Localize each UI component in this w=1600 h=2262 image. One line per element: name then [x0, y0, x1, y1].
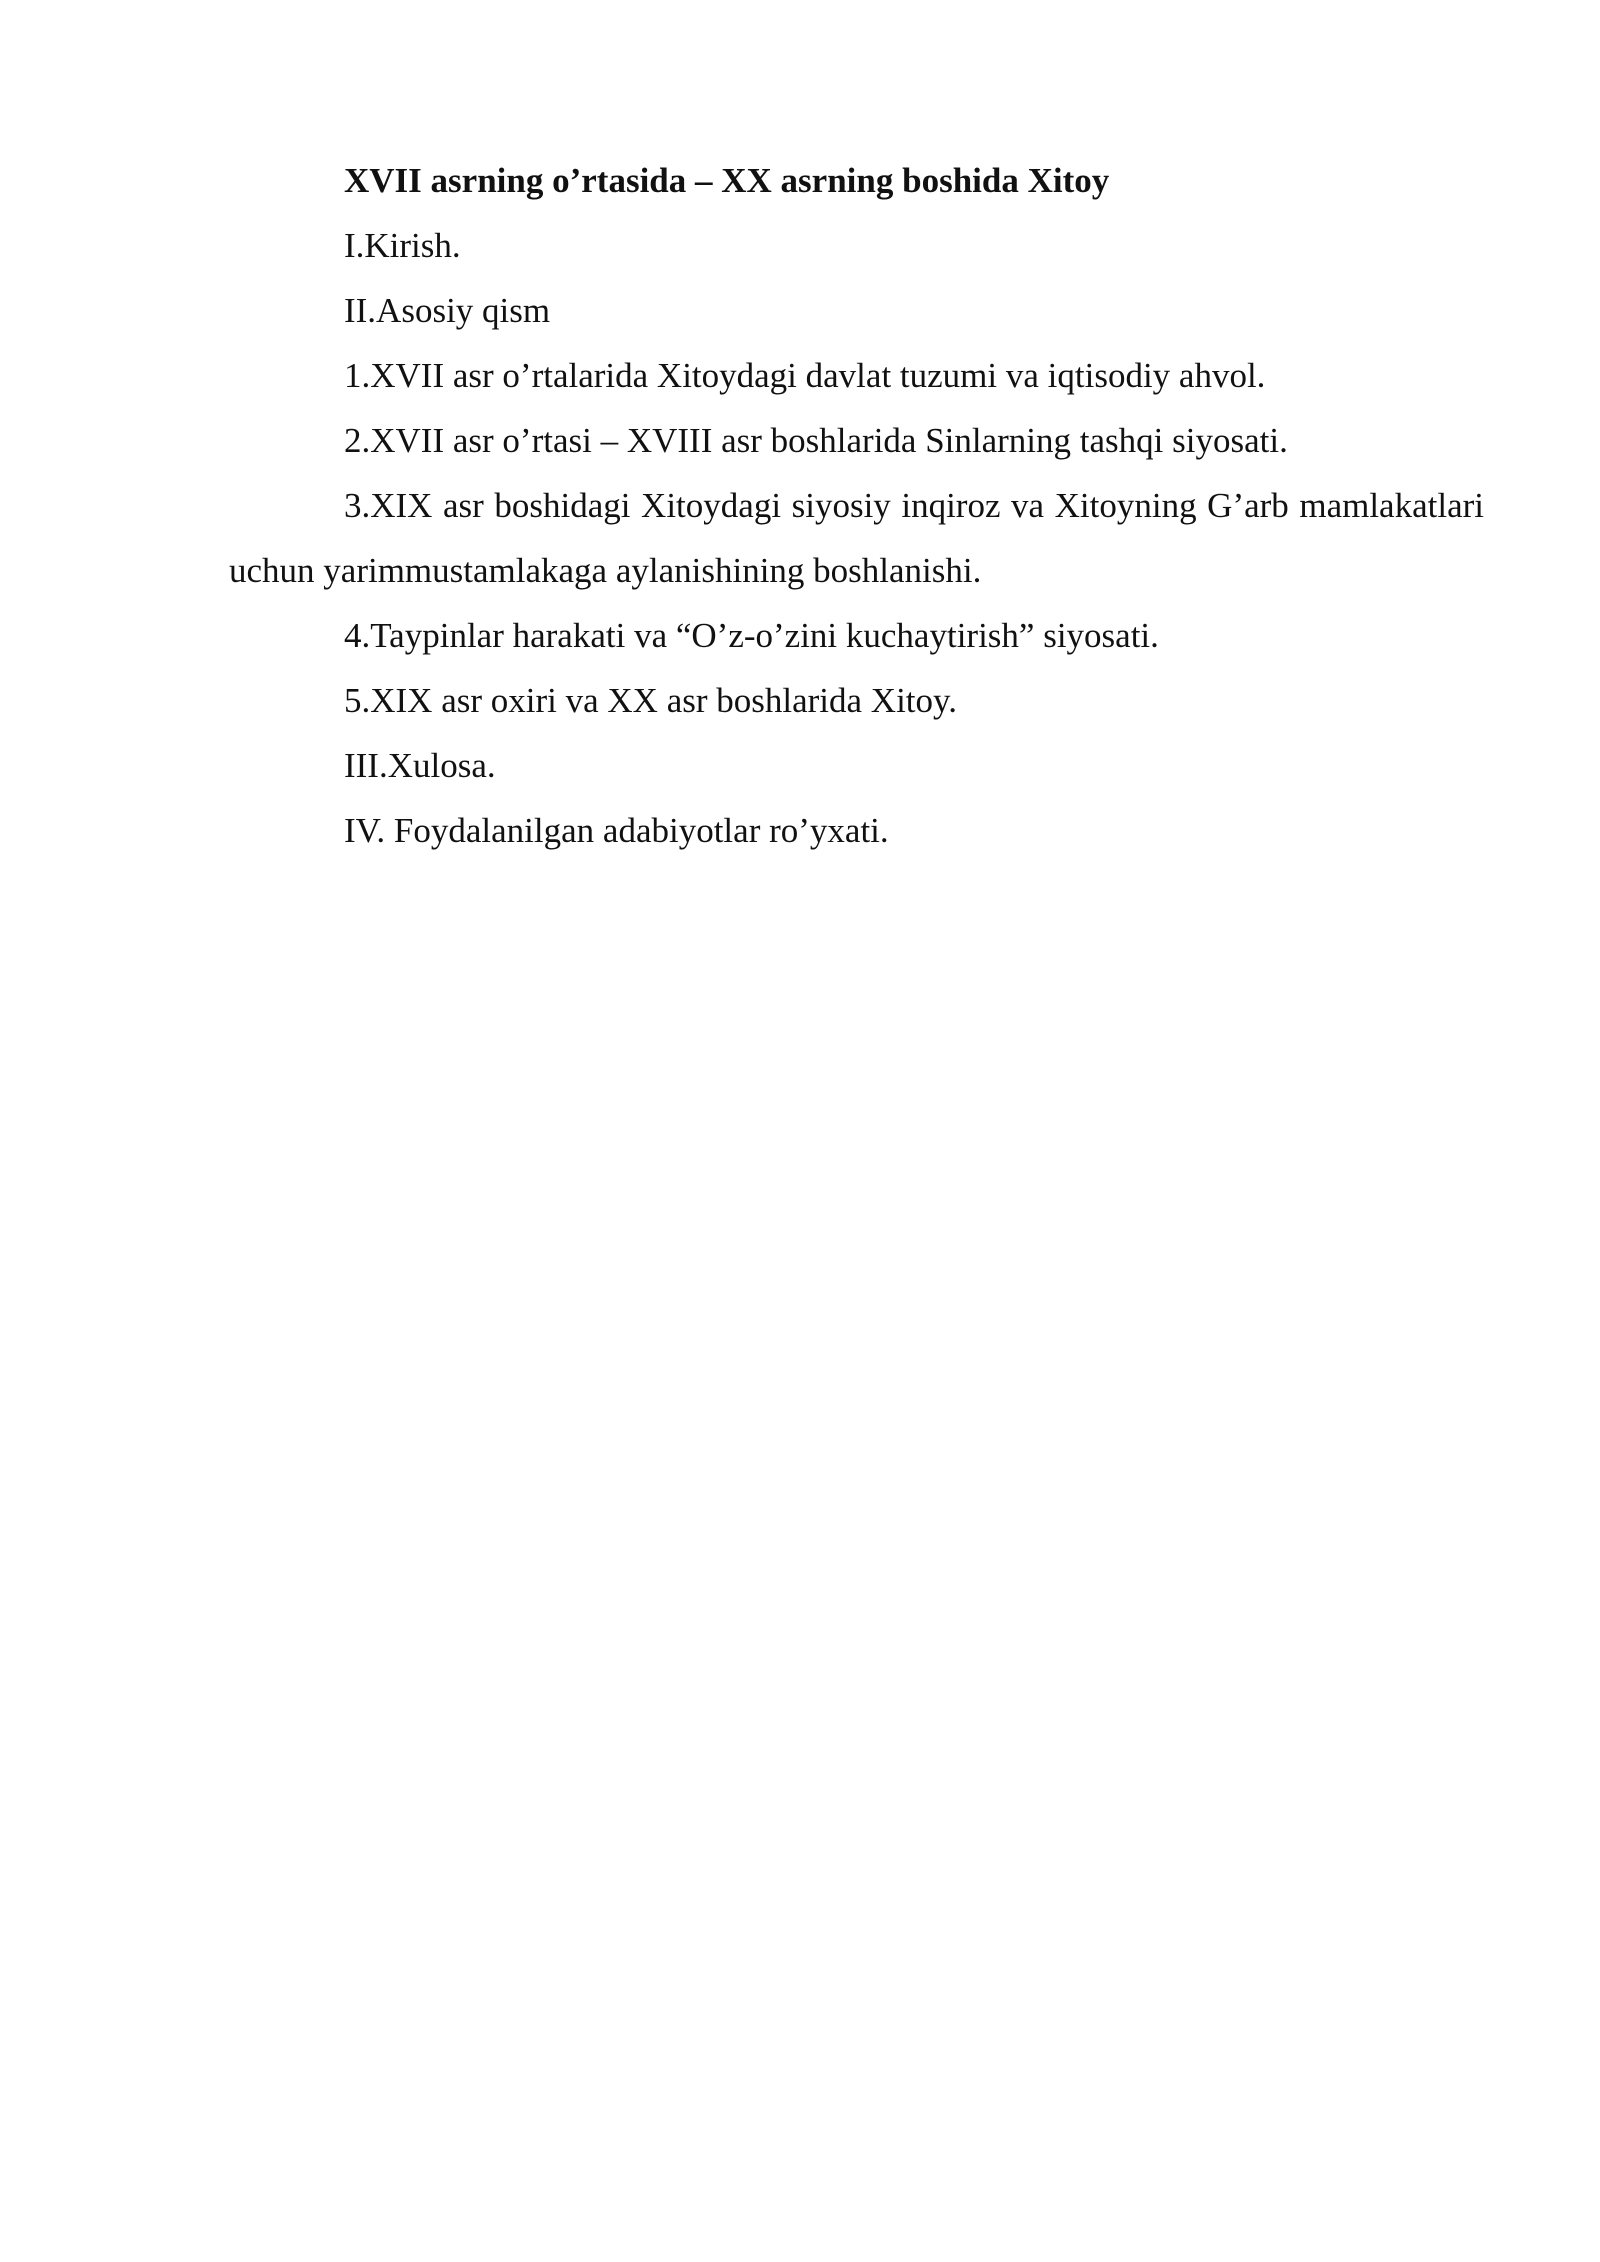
outline-item-5: 5.XIX asr oxiri va XX asr boshlarida Xitoy.: [344, 681, 958, 720]
document-body: [229, 148, 1484, 863]
outline-item-1: 1.XVII asr o’rtalarida Xitoydagi davlat tuzumi va iqtisodiy ahvol.: [344, 356, 1266, 395]
outline-item-3: 3.XIX asr boshidagi Xitoydagi siyosiy inqiroz va Xitoyning G’arb mamlakatlari uchun yarimmustamlakaga aylanishining boshlanishi.: [229, 486, 1484, 590]
document-title: XVII asrning o’rtasida – XX asrning boshida Xitoy: [344, 161, 1110, 200]
outline-item-conclusion: III.Xulosa.: [344, 746, 496, 785]
outline-item-2: 2.XVII asr o’rtasi – XVIII asr boshlarida Sinlarning tashqi siyosati.: [344, 421, 1288, 460]
outline-item-main-part: II.Asosiy qism: [344, 291, 551, 330]
outline-item-4: 4.Taypinlar harakati va “O’z-o’zini kuchaytirish” siyosati.: [344, 616, 1159, 655]
outline-item-references: IV. Foydalanilgan adabiyotlar ro’yxati.: [344, 811, 889, 850]
outline-item-introduction: I.Kirish.: [344, 226, 461, 265]
